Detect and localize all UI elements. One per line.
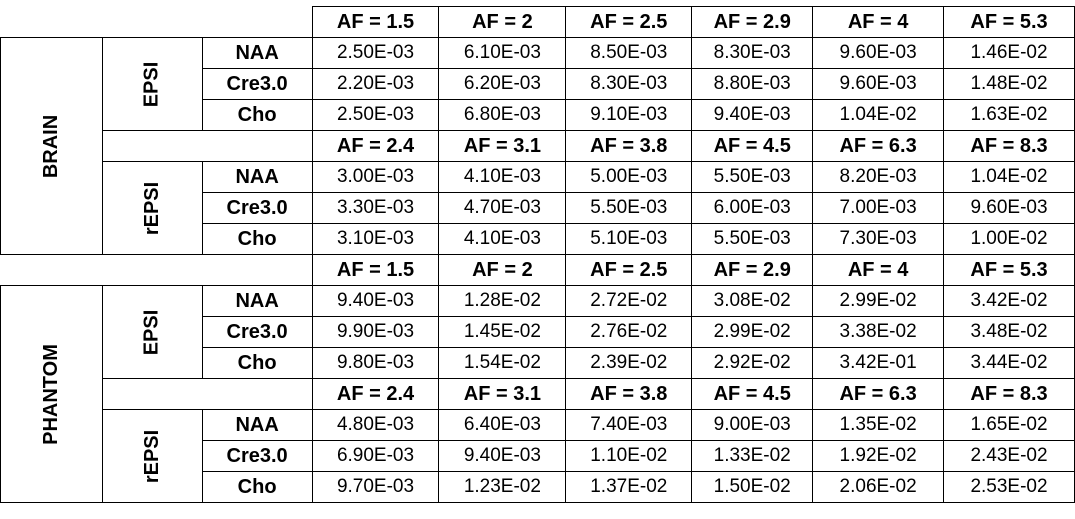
- value-cell: 2.72E-02: [566, 286, 692, 317]
- value-cell: 7.30E-03: [813, 224, 944, 255]
- value-cell: 1.65E-02: [944, 410, 1075, 441]
- value-cell: 6.10E-03: [439, 38, 566, 69]
- sequence-label-epsi: EPSI: [102, 286, 202, 379]
- value-cell: 9.70E-03: [312, 472, 439, 503]
- value-cell: 6.40E-03: [439, 410, 566, 441]
- af-header: AF = 8.3: [944, 131, 1075, 162]
- af-header: AF = 4.5: [692, 379, 813, 410]
- value-cell: 2.06E-02: [813, 472, 944, 503]
- value-cell: 1.48E-02: [944, 69, 1075, 100]
- value-cell: 2.20E-03: [312, 69, 439, 100]
- value-cell: 1.45E-02: [439, 317, 566, 348]
- metabolite-label: Cre3.0: [202, 193, 312, 224]
- value-cell: 9.10E-03: [566, 100, 692, 131]
- value-cell: 1.10E-02: [566, 441, 692, 472]
- value-cell: 8.30E-03: [692, 38, 813, 69]
- value-cell: 4.70E-03: [439, 193, 566, 224]
- value-cell: 7.00E-03: [813, 193, 944, 224]
- value-cell: 3.38E-02: [813, 317, 944, 348]
- metabolite-label: NAA: [202, 38, 312, 69]
- value-cell: 3.44E-02: [944, 348, 1075, 379]
- value-cell: 9.80E-03: [312, 348, 439, 379]
- value-cell: 4.80E-03: [312, 410, 439, 441]
- value-cell: 1.46E-02: [944, 38, 1075, 69]
- metabolite-label: NAA: [202, 286, 312, 317]
- value-cell: 2.92E-02: [692, 348, 813, 379]
- value-cell: 7.40E-03: [566, 410, 692, 441]
- af-header: AF = 2: [439, 7, 566, 38]
- sequence-label-repsi: rEPSI: [102, 410, 202, 503]
- value-cell: 4.10E-03: [439, 224, 566, 255]
- af-header: AF = 3.8: [566, 379, 692, 410]
- value-cell: 9.40E-03: [312, 286, 439, 317]
- value-cell: 3.30E-03: [312, 193, 439, 224]
- sequence-label-repsi: rEPSI: [102, 162, 202, 255]
- af-header: AF = 3.1: [439, 131, 566, 162]
- value-cell: 2.76E-02: [566, 317, 692, 348]
- value-cell: 2.99E-02: [813, 286, 944, 317]
- af-header: AF = 2.4: [312, 379, 439, 410]
- value-cell: 5.50E-03: [692, 162, 813, 193]
- value-cell: 1.50E-02: [692, 472, 813, 503]
- value-cell: 3.10E-03: [312, 224, 439, 255]
- value-cell: 3.42E-01: [813, 348, 944, 379]
- value-cell: 2.39E-02: [566, 348, 692, 379]
- value-cell: 2.50E-03: [312, 100, 439, 131]
- value-cell: 9.00E-03: [692, 410, 813, 441]
- af-header: AF = 3.8: [566, 131, 692, 162]
- af-header: AF = 3.1: [439, 379, 566, 410]
- value-cell: 1.37E-02: [566, 472, 692, 503]
- value-cell: 9.40E-03: [692, 100, 813, 131]
- table-row: [1, 410, 1075, 441]
- value-cell: 6.00E-03: [692, 193, 813, 224]
- value-cell: 5.00E-03: [566, 162, 692, 193]
- value-cell: 3.08E-02: [692, 286, 813, 317]
- metabolite-label: Cre3.0: [202, 69, 312, 100]
- metabolite-label: NAA: [202, 162, 312, 193]
- af-header: AF = 2.9: [692, 7, 813, 38]
- metabolite-label: Cho: [202, 224, 312, 255]
- group-label-brain: BRAIN: [1, 38, 103, 255]
- value-cell: 3.00E-03: [312, 162, 439, 193]
- value-cell: 1.00E-02: [944, 224, 1075, 255]
- corner-blank: [1, 7, 313, 38]
- value-cell: 1.54E-02: [439, 348, 566, 379]
- value-cell: 2.50E-03: [312, 38, 439, 69]
- af-header: AF = 6.3: [813, 379, 944, 410]
- value-cell: 1.33E-02: [692, 441, 813, 472]
- middle-blank: [1, 255, 313, 286]
- metabolite-label: Cre3.0: [202, 317, 312, 348]
- value-cell: 1.04E-02: [813, 100, 944, 131]
- header-row: [1, 379, 1075, 410]
- value-cell: 2.43E-02: [944, 441, 1075, 472]
- af-header: AF = 5.3: [944, 255, 1075, 286]
- value-cell: 8.20E-03: [813, 162, 944, 193]
- metabolite-label: NAA: [202, 410, 312, 441]
- table-row: [1, 286, 1075, 317]
- value-cell: 5.50E-03: [566, 193, 692, 224]
- af-header: AF = 1.5: [312, 7, 439, 38]
- value-cell: 1.28E-02: [439, 286, 566, 317]
- af-header: AF = 1.5: [312, 255, 439, 286]
- value-cell: 9.60E-03: [813, 38, 944, 69]
- value-cell: 6.80E-03: [439, 100, 566, 131]
- value-cell: 5.50E-03: [692, 224, 813, 255]
- af-header: AF = 5.3: [944, 7, 1075, 38]
- value-cell: 1.23E-02: [439, 472, 566, 503]
- header-row: [1, 7, 1075, 38]
- value-cell: 4.10E-03: [439, 162, 566, 193]
- sequence-label-epsi: EPSI: [102, 38, 202, 131]
- af-header: AF = 8.3: [944, 379, 1075, 410]
- value-cell: 6.20E-03: [439, 69, 566, 100]
- af-header: AF = 2.4: [312, 131, 439, 162]
- value-cell: 1.92E-02: [813, 441, 944, 472]
- af-header: AF = 2.5: [566, 7, 692, 38]
- value-cell: 5.10E-03: [566, 224, 692, 255]
- value-cell: 8.50E-03: [566, 38, 692, 69]
- value-cell: 9.60E-03: [813, 69, 944, 100]
- value-cell: 2.99E-02: [692, 317, 813, 348]
- value-cell: 1.04E-02: [944, 162, 1075, 193]
- value-cell: 9.40E-03: [439, 441, 566, 472]
- value-cell: 8.80E-03: [692, 69, 813, 100]
- value-cell: 9.90E-03: [312, 317, 439, 348]
- metabolite-label: Cho: [202, 348, 312, 379]
- af-header: AF = 2.5: [566, 255, 692, 286]
- value-cell: 9.60E-03: [944, 193, 1075, 224]
- table-row: [1, 38, 1075, 69]
- af-header: AF = 4: [813, 255, 944, 286]
- metabolite-label: Cho: [202, 472, 312, 503]
- af-header: AF = 4.5: [692, 131, 813, 162]
- af-error-table: [0, 6, 1075, 503]
- value-cell: 6.90E-03: [312, 441, 439, 472]
- value-cell: 3.48E-02: [944, 317, 1075, 348]
- value-cell: 1.63E-02: [944, 100, 1075, 131]
- value-cell: 8.30E-03: [566, 69, 692, 100]
- subheader-blank: [102, 131, 312, 162]
- af-header: AF = 2.9: [692, 255, 813, 286]
- af-header: AF = 6.3: [813, 131, 944, 162]
- header-row: [1, 255, 1075, 286]
- value-cell: 2.53E-02: [944, 472, 1075, 503]
- af-header: AF = 2: [439, 255, 566, 286]
- table-row: [1, 162, 1075, 193]
- value-cell: 3.42E-02: [944, 286, 1075, 317]
- af-header: AF = 4: [813, 7, 944, 38]
- value-cell: 1.35E-02: [813, 410, 944, 441]
- header-row: [1, 131, 1075, 162]
- metabolite-label: Cre3.0: [202, 441, 312, 472]
- group-label-phantom: PHANTOM: [1, 286, 103, 503]
- subheader-blank: [102, 379, 312, 410]
- metabolite-label: Cho: [202, 100, 312, 131]
